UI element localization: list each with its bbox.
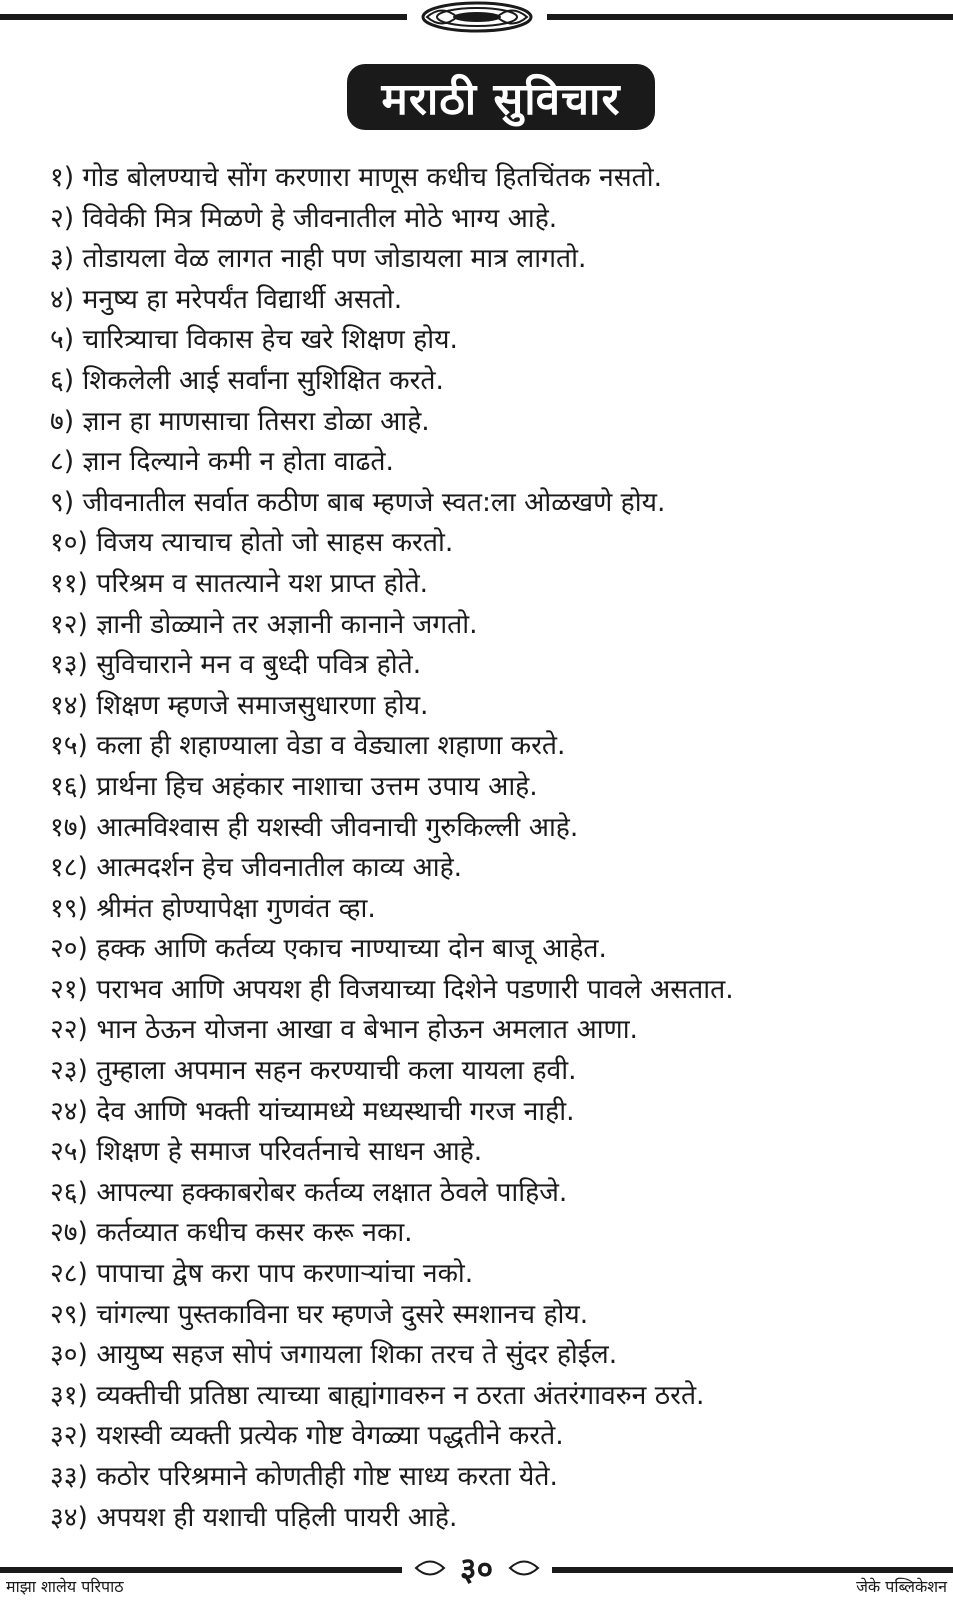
footer-book-title: माझा शालेय परिपाठ [6, 1577, 124, 1596]
quote-item: ६) शिकलेली आई सर्वांना सुशिक्षित करते. [50, 364, 444, 396]
quote-item: १४) शिक्षण म्हणजे समाजसुधारणा होय. [50, 689, 429, 721]
quote-item: २) विवेकी मित्र मिळणे हे जीवनातील मोठे भाग्य आहे. [50, 202, 558, 234]
quote-item: २१) पराभव आणि अपयश ही विजयाच्या दिशेने पडणारी पावले असतात. [50, 973, 734, 1005]
quote-item: ११) परिश्रम व सातत्याने यश प्राप्त होते. [50, 567, 429, 599]
page-title: मराठी सुविचार [347, 64, 655, 130]
quote-item: २९) चांगल्या पुस्तकाविना घर म्हणजे दुसरे स्मशानच होय. [50, 1298, 589, 1330]
quote-item: १३) सुविचाराने मन व बुध्दी पवित्र होते. [50, 649, 422, 681]
quote-item: १२) ज्ञानी डोळ्याने तर अज्ञानी कानाने जगतो. [50, 608, 478, 640]
quote-item: १७) आत्मविश्वास ही यशस्वी जीवनाची गुरुकिल्ली आहे. [50, 811, 579, 843]
quote-item: १) गोड बोलण्याचे सोंग करणारा माणूस कधीच हितचिंतक नसतो. [50, 162, 663, 193]
quote-item: ८) ज्ञान दिल्याने कमी न होता वाढते. [50, 446, 394, 478]
top-ornament-icon [407, 0, 547, 38]
quote-item: २२) भान ठेऊन योजना आखा व बेभान होऊन अमलात आणा. [50, 1014, 638, 1046]
footer-publisher: जेके पब्लिकेशन [856, 1577, 947, 1596]
quote-item: २७) कर्तव्यात कधीच कसर करू नका. [50, 1217, 413, 1249]
quote-item: १०) विजय त्याचाच होतो जो साहस करतो. [50, 527, 454, 559]
quote-item: १८) आत्मदर्शन हेच जीवनातील काव्य आहे. [50, 852, 463, 884]
quote-item: २८) पापाचा द्वेष करा पाप करणाऱ्यांचा नको. [50, 1258, 474, 1290]
quote-item: ३१) व्यक्तीची प्रतिष्ठा त्याच्या बाह्यांगावरुन न ठरता अंतरंगावरुन ठरते. [50, 1379, 705, 1411]
quote-item: २५) शिक्षण हे समाज परिवर्तनाचे साधन आहे. [50, 1136, 483, 1168]
quote-item: २०) हक्क आणि कर्तव्य एकाच नाण्याच्या दोन बाजू आहेत. [50, 933, 607, 965]
quote-item: १६) प्रार्थना हिच अहंकार नाशाचा उत्तम उपाय आहे. [50, 770, 538, 802]
quote-item: ३०) आयुष्य सहज सोपं जगायला शिका तरच ते सुंदर होईल. [50, 1339, 618, 1371]
quote-item: ७) ज्ञान हा माणसाचा तिसरा डोळा आहे. [50, 405, 430, 437]
quote-item: ३२) यशस्वी व्यक्ती प्रत्येक गोष्ट वेगळ्या पद्धतीने करते. [50, 1420, 564, 1452]
quote-item: ३४) अपयश ही यशाची पहिली पायरी आहे. [50, 1501, 458, 1533]
quote-item: २६) आपल्या हक्काबरोबर कर्तव्य लक्षात ठेवले पाहिजे. [50, 1176, 568, 1208]
quote-item: ४) मनुष्य हा मरेपर्यंत विद्यार्थी असतो. [50, 283, 403, 315]
quote-item: १५) कला ही शहाण्याला वेडा व वेड्याला शहाणा करते. [50, 730, 566, 762]
quote-item: ५) चारित्र्याचा विकास हेच खरे शिक्षण होय. [50, 324, 458, 356]
quote-list [50, 158, 933, 1538]
quote-item: १९) श्रीमंत होण्यापेक्षा गुणवंत व्हा. [50, 892, 376, 924]
quote-item: २४) देव आणि भक्ती यांच्यामध्ये मध्यस्थाची गरज नाही. [50, 1095, 575, 1127]
quote-item: ३) तोडायला वेळ लागत नाही पण जोडायला मात्र लागतो. [50, 243, 587, 275]
quote-item: ९) जीवनातील सर्वात कठीण बाब म्हणजे स्वत:ला ओळखणे होय. [50, 486, 666, 518]
quote-item: ३३) कठोर परिश्रमाने कोणतीही गोष्ट साध्य करता येते. [50, 1461, 558, 1492]
page-number: ३० [459, 1550, 494, 1588]
quote-item: २३) तुम्हाला अपमान सहन करण्याची कला यायला हवी. [50, 1055, 577, 1087]
